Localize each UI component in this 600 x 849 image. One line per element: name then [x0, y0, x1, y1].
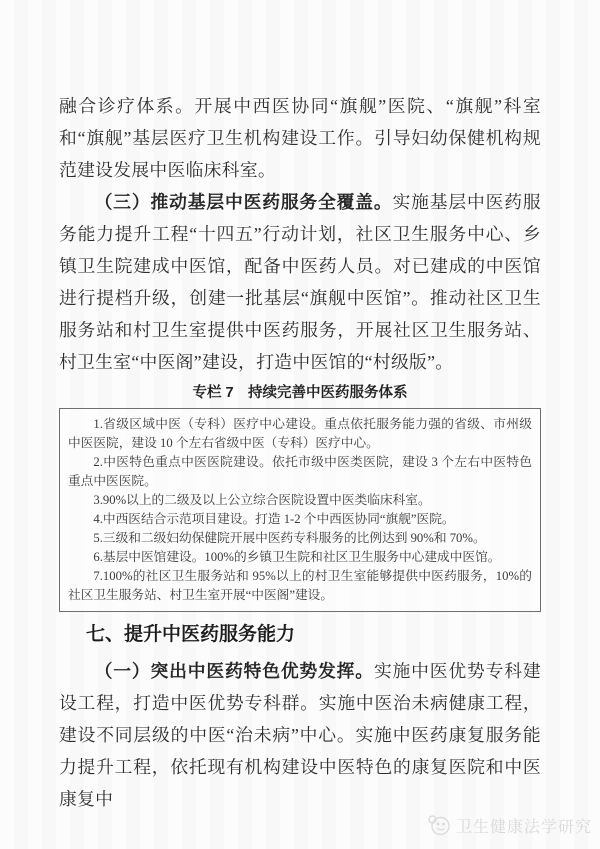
paragraph-item-1 [59, 655, 541, 815]
panel-item-3: 3.90%以上的二级及以上公立综合医院设置中医类临床科室。 [93, 493, 431, 507]
paragraph-item-1-body: 实施中医优势专科建设工程，打造中医优势专科群。实施中医治未病健康工程，建设不同层级的中医“治未病”中心。实施中医药康复服务能力提升工程，依托现有机构建设中医特色的康复医院和中医康复中 [59, 661, 541, 809]
document-content [59, 90, 541, 815]
watermark [427, 813, 592, 837]
panel-item-6: 6.基层中医馆建设。100%的乡镇卫生院和社区卫生服务中心建成中医馆。 [93, 550, 501, 564]
watermark-brand: 卫生健康法学研究 [456, 818, 593, 836]
panel-item-1: 1.省级区域中医（专科）医疗中心建设。重点依托服务能力强的省级、市州级中医医院，建设 10 个左右省级中医（专科）医疗中心。 [68, 417, 532, 450]
section-heading: 七、提升中医药服务能力 [86, 624, 296, 645]
paragraph-continuation: 融合诊疗体系。开展中西医协同“旗舰”医院、“旗舰”科室和“旗舰”基层医疗卫生机构建设工作。引导妇幼保健机构规范建设发展中医临床科室。 [59, 96, 541, 180]
panel-title: 专栏 7 持续完善中医药服务体系 [192, 385, 408, 401]
paragraph-item-3-body: 实施基层中医药服务能力提升工程“十四五”行动计划，社区卫生服务中心、乡镇卫生院建成中医馆，配备中医药人员。对已建成的中医馆进行提档升级，创建一批基层“旗舰中医馆”。推动社区卫生服务站和村卫生室提供中医药服务，开展社区卫生服务站、村卫生室“中医阁”建设，打造中医馆的“村级版”。 [59, 192, 541, 372]
panel-item-7: 7.100%的社区卫生服务站和 95%以上的村卫生室能够提供中医药服务，10%的社区卫生服务站、村卫生室开展“中医阁”建设。 [68, 569, 532, 602]
panel-item-5: 5.三级和二级妇幼保健院开展中医药专科服务的比例达到 90%和 70%。 [93, 531, 486, 545]
paragraph-item-1-lead: （一）突出中医药特色优势发挥。 [94, 661, 374, 681]
panel-item-4: 4.中西医结合示范项目建设。打造 1-2 个中西医协同“旗舰”医院。 [93, 512, 455, 526]
panel-item-2: 2.中医特色重点中医医院建设。依托市级中医类医院，建设 3 个左右中医特色重点中医医院。 [68, 455, 532, 488]
paragraph-item-3 [59, 186, 541, 378]
smiley-face-logo-icon [427, 813, 451, 837]
paragraph-item-3-lead: （三）推动基层中医药服务全覆盖。 [94, 192, 393, 212]
panel-box [59, 408, 541, 612]
